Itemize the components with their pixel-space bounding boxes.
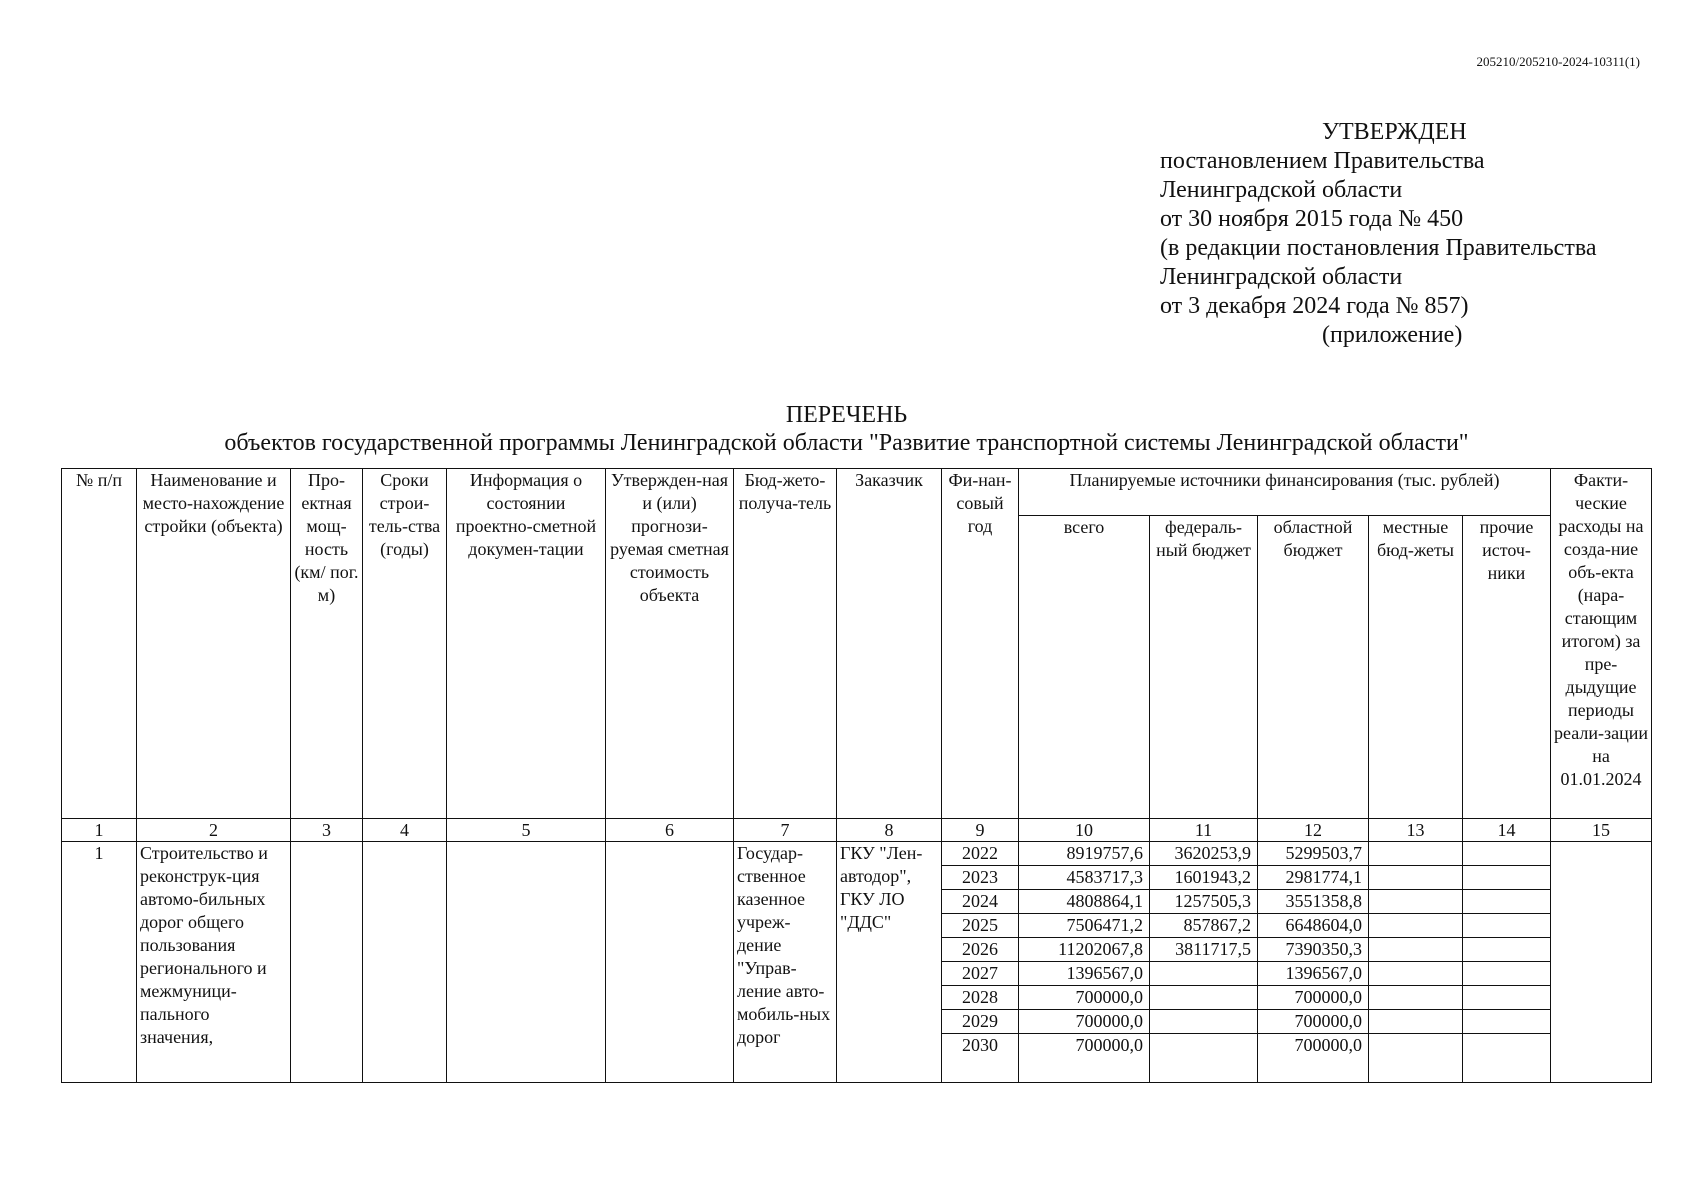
- object-customer: ГКУ "Лен-автодор", ГКУ ЛО "ДДС": [837, 842, 942, 1083]
- approval-line: Ленинградской области: [1160, 264, 1403, 290]
- column-number: 8: [837, 819, 942, 842]
- local-cell: [1369, 1034, 1463, 1083]
- approval-line: от 30 ноября 2015 года № 450: [1160, 206, 1464, 232]
- local-cell: [1369, 866, 1463, 890]
- regional-cell: 5299503,7: [1258, 842, 1369, 866]
- object-recipient: Государ-ственное казенное учреж-дение "Управ-ление авто-мобиль-ных дорог: [734, 842, 837, 1083]
- local-cell: [1369, 986, 1463, 1010]
- federal-cell: 3620253,9: [1150, 842, 1258, 866]
- header-cell: Фи-нан-совый год: [942, 469, 1019, 819]
- federal-cell: [1150, 1010, 1258, 1034]
- column-number: 13: [1369, 819, 1463, 842]
- federal-cell: 1601943,2: [1150, 866, 1258, 890]
- approval-line: от 3 декабря 2024 года № 857): [1160, 293, 1469, 319]
- other-cell: [1463, 1010, 1551, 1034]
- regional-cell: 700000,0: [1258, 1010, 1369, 1034]
- column-number: 6: [606, 819, 734, 842]
- other-cell: [1463, 890, 1551, 914]
- approval-line: Ленинградской области: [1160, 177, 1403, 203]
- approval-stamp: [1160, 118, 1640, 350]
- year-cell: 2030: [942, 1034, 1019, 1083]
- column-numbers-row: [62, 819, 1652, 842]
- federal-cell: 1257505,3: [1150, 890, 1258, 914]
- year-cell: 2022: [942, 842, 1019, 866]
- object-name: Строительство и реконструк-ция автомо-бильных дорог общего пользования регионального и межмуници-пального значения,: [137, 842, 291, 1083]
- header-cell: областной бюджет: [1258, 516, 1369, 819]
- column-number: 3: [291, 819, 363, 842]
- document-id: 205210/205210-2024-10311(1): [1476, 54, 1640, 69]
- column-number: 7: [734, 819, 837, 842]
- total-cell: 4583717,3: [1019, 866, 1150, 890]
- local-cell: [1369, 1010, 1463, 1034]
- column-number: 15: [1551, 819, 1652, 842]
- year-cell: 2027: [942, 962, 1019, 986]
- column-number: 10: [1019, 819, 1150, 842]
- regional-cell: 3551358,8: [1258, 890, 1369, 914]
- approval-line: (в редакции постановления Правительства: [1160, 235, 1597, 261]
- total-cell: 8919757,6: [1019, 842, 1150, 866]
- total-cell: 700000,0: [1019, 1034, 1150, 1083]
- header-cell: всего: [1019, 516, 1150, 819]
- table-row: [62, 842, 1652, 866]
- header-cell: местные бюд-жеты: [1369, 516, 1463, 819]
- regional-cell: 2981774,1: [1258, 866, 1369, 890]
- object-capacity: [291, 842, 363, 1083]
- header-cell: Про-ектная мощ-ность (км/ пог. м): [291, 469, 363, 819]
- other-cell: [1463, 842, 1551, 866]
- other-cell: [1463, 914, 1551, 938]
- federal-cell: [1150, 962, 1258, 986]
- column-number: 12: [1258, 819, 1369, 842]
- total-cell: 7506471,2: [1019, 914, 1150, 938]
- header-cell: прочие источ-ники: [1463, 516, 1551, 819]
- local-cell: [1369, 938, 1463, 962]
- column-number: 5: [447, 819, 606, 842]
- local-cell: [1369, 962, 1463, 986]
- other-cell: [1463, 1034, 1551, 1083]
- federal-cell: [1150, 1034, 1258, 1083]
- regional-cell: 7390350,3: [1258, 938, 1369, 962]
- header-cell: Факти-ческие расходы на созда-ние объ-екта (нара-стающим итогом) за пре-дыдущие периоды реали-зации на 01.01.2024: [1551, 469, 1652, 819]
- header-cell: № п/п: [62, 469, 137, 819]
- year-cell: 2029: [942, 1010, 1019, 1034]
- column-number: 11: [1150, 819, 1258, 842]
- object-design-info: [447, 842, 606, 1083]
- year-cell: 2024: [942, 890, 1019, 914]
- local-cell: [1369, 914, 1463, 938]
- header-row: [62, 469, 1652, 516]
- regional-cell: 1396567,0: [1258, 962, 1369, 986]
- object-terms: [363, 842, 447, 1083]
- year-cell: 2026: [942, 938, 1019, 962]
- approval-annex: (приложение): [1322, 322, 1463, 348]
- header-cell: Информация о состоянии проектно-сметной докумен-тации: [447, 469, 606, 819]
- header-cell: федераль-ный бюджет: [1150, 516, 1258, 819]
- column-number: 2: [137, 819, 291, 842]
- other-cell: [1463, 938, 1551, 962]
- local-cell: [1369, 842, 1463, 866]
- other-cell: [1463, 866, 1551, 890]
- header-group-financing: Планируемые источники финансирования (тыс. рублей): [1019, 469, 1551, 516]
- other-cell: [1463, 986, 1551, 1010]
- objects-table: [61, 468, 1652, 1083]
- header-cell: Заказчик: [837, 469, 942, 819]
- actual-expenses-cell: [1551, 842, 1652, 1083]
- federal-cell: 857867,2: [1150, 914, 1258, 938]
- object-cost: [606, 842, 734, 1083]
- federal-cell: 3811717,5: [1150, 938, 1258, 962]
- column-number: 9: [942, 819, 1019, 842]
- total-cell: 700000,0: [1019, 986, 1150, 1010]
- total-cell: 11202067,8: [1019, 938, 1150, 962]
- regional-cell: 6648604,0: [1258, 914, 1369, 938]
- local-cell: [1369, 890, 1463, 914]
- approval-heading: УТВЕРЖДЕН: [1322, 119, 1467, 145]
- federal-cell: [1150, 986, 1258, 1010]
- other-cell: [1463, 962, 1551, 986]
- column-number: 1: [62, 819, 137, 842]
- object-number: 1: [62, 842, 137, 1083]
- header-cell: Наименование и место-нахождение стройки (объекта): [137, 469, 291, 819]
- total-cell: 1396567,0: [1019, 962, 1150, 986]
- header-cell: Бюд-жето-получа-тель: [734, 469, 837, 819]
- regional-cell: 700000,0: [1258, 1034, 1369, 1083]
- approval-line: постановлением Правительства: [1160, 148, 1485, 174]
- year-cell: 2025: [942, 914, 1019, 938]
- column-number: 14: [1463, 819, 1551, 842]
- regional-cell: 700000,0: [1258, 986, 1369, 1010]
- year-cell: 2028: [942, 986, 1019, 1010]
- header-cell: Утвержден-ная и (или) прогнози-руемая сметная стоимость объекта: [606, 469, 734, 819]
- total-cell: 4808864,1: [1019, 890, 1150, 914]
- document-title: ПЕРЕЧЕНЬ: [785, 402, 908, 428]
- column-number: 4: [363, 819, 447, 842]
- total-cell: 700000,0: [1019, 1010, 1150, 1034]
- document-subtitle: объектов государственной программы Ленинградской области "Развитие транспортной системы Ленинградской области": [224, 430, 1469, 456]
- year-cell: 2023: [942, 866, 1019, 890]
- header-cell: Сроки строи-тель-ства (годы): [363, 469, 447, 819]
